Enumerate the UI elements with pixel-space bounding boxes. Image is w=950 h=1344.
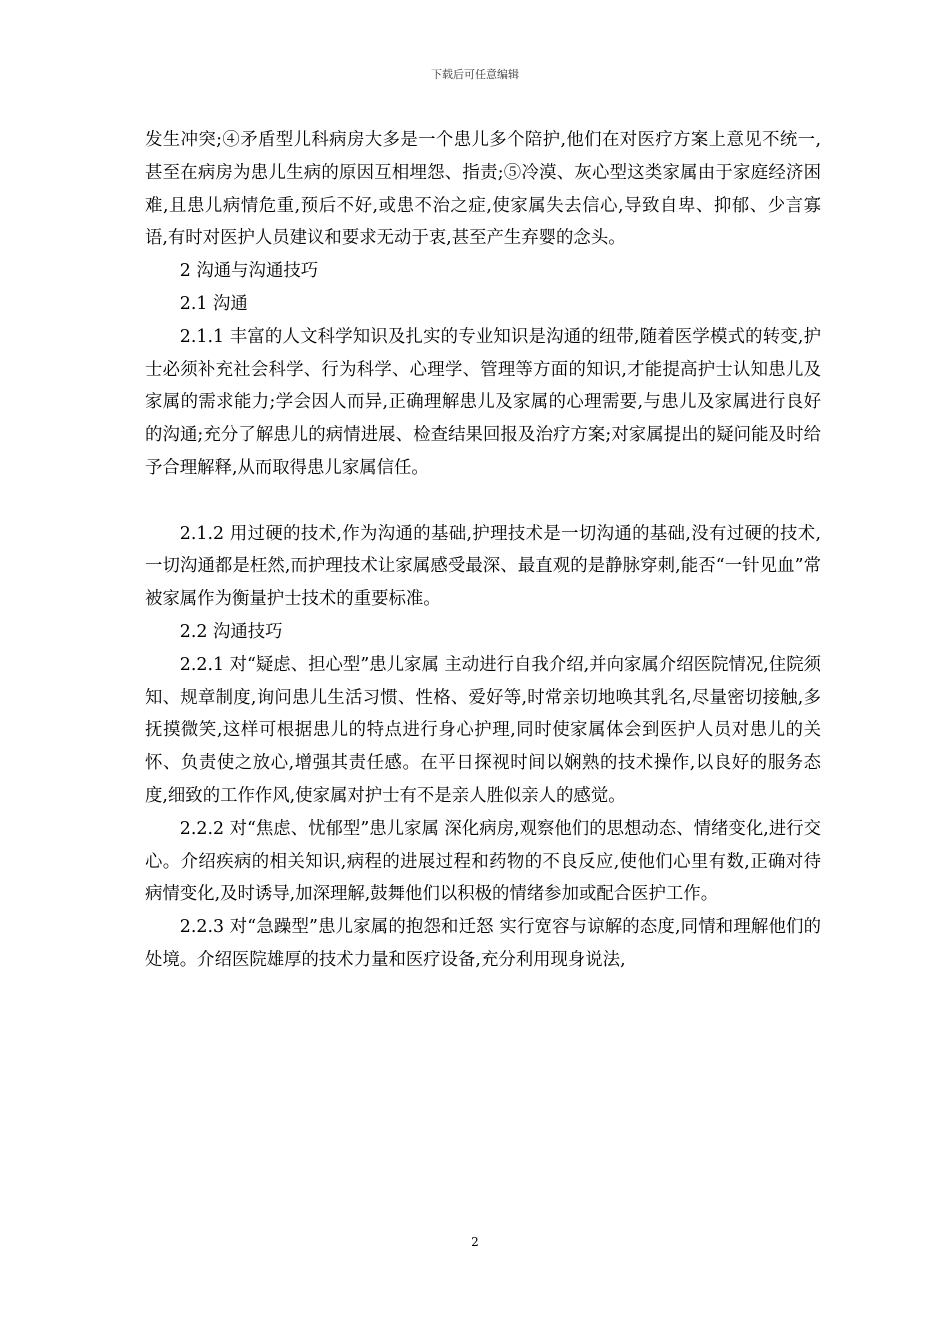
paragraph-2-1-2: 2.1.2 用过硬的技术,作为沟通的基础,护理技术是一切沟通的基础,没有过硬的技术,一切沟通都是枉然,而护理技术让家属感受最深、最直观的是静脉穿刺,能否“一针见血”常被家属作为衡量护士技术的重要标准。 — [145, 523, 821, 610]
paragraph-2-2-2: 2.2.2 对“焦虑、忧郁型”患儿家属 深化病房,观察他们的思想动态、情绪变化,进行交心。介绍疾病的相关知识,病程的进展过程和药物的不良反应,使他们心里有数,正确对待病情变化,及时诱导,加深理解,鼓舞他们以积极的情绪参加或配合医护工作。 — [145, 818, 821, 905]
page-number: 2 — [471, 1235, 479, 1249]
section-heading-2: 2 沟通与沟通技巧 — [179, 261, 319, 282]
section-heading-2-1: 2.1 沟通 — [179, 293, 248, 314]
paragraph-2-1-1: 2.1.1 丰富的人文科学知识及扎实的专业知识是沟通的纽带,随着医学模式的转变,护士必须补充社会科学、行为科学、心理学、管理等方面的知识,才能提高护士认知患儿及家属的需求能力;学会因人而异,正确理解患儿及家属的心理需要,与患儿及家属进行良好的沟通;充分了解患儿的病情进展、检查结果回报及治疗方案;对家属提出的疑问能及时给予合理解释,从而取得患儿家属信任。 — [145, 326, 821, 478]
document-body — [145, 124, 821, 977]
section-heading-2-2: 2.2 沟通技巧 — [179, 621, 283, 642]
blank-line — [145, 485, 821, 518]
paragraph-2-2-1: 2.2.1 对“疑虑、担心型”患儿家属 主动进行自我介绍,并向家属介绍医院情况,住院须知、规章制度,询问患儿生活习惯、性格、爱好等,时常亲切地唤其乳名,尽量密切接触,多抚摸微笑,这样可根据患儿的特点进行身心护理,同时使家属体会到医护人员对患儿的关怀、负责使之放心,增强其责任感。在平日探视时间以娴熟的技术操作,以良好的服务态度,细致的工作作风,使家属对护士有不是亲人胜似亲人的感觉。 — [145, 654, 821, 806]
paragraph-2-2-3: 2.2.3 对“急躁型”患儿家属的抱怨和迁怒 实行宽容与谅解的态度,同情和理解他们的处境。介绍医院雄厚的技术力量和医疗设备,充分利用现身说法, — [145, 917, 821, 970]
page-header: 下载后可任意编辑 — [431, 68, 519, 81]
paragraph-continuation: 发生冲突;④矛盾型儿科病房大多是一个患儿多个陪护,他们在对医疗方案上意见不统一,甚至在病房为患儿生病的原因互相埋怨、指责;⑤冷漠、灰心型这类家属由于家庭经济困难,且患儿病情危重,预后不好,或患不治之症,使家属失去信心,导致自卑、抑郁、少言寡语,有时对医护人员建议和要求无动于衷,甚至产生弃婴的念头。 — [145, 130, 821, 249]
